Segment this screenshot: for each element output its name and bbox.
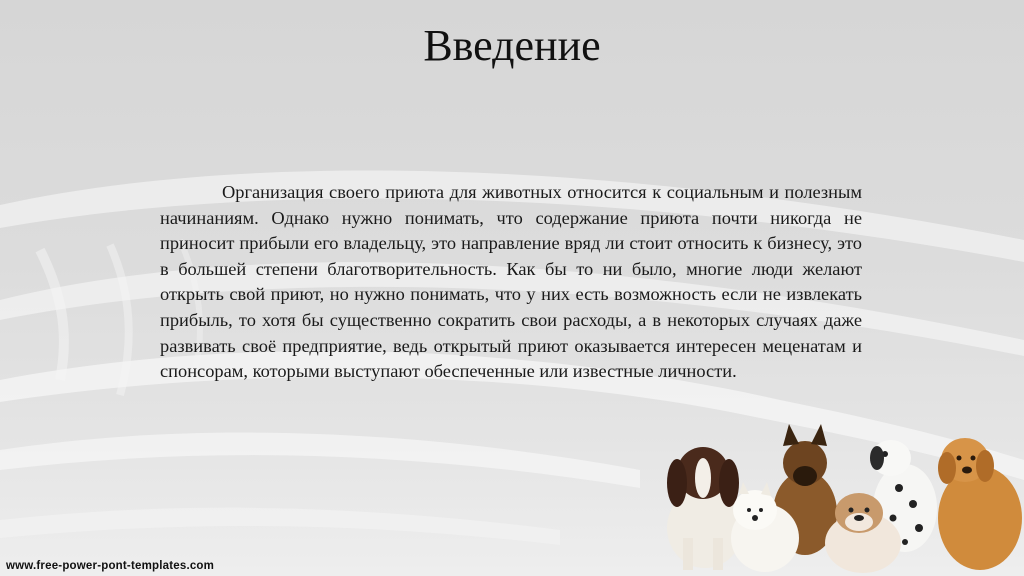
dogs-group-image bbox=[655, 418, 1024, 576]
slide-title: Введение bbox=[423, 21, 601, 70]
footer-url: www.free-power-pont-templates.com bbox=[6, 560, 215, 572]
spaniel-dog bbox=[667, 447, 743, 570]
retriever-dog bbox=[938, 438, 1022, 570]
intro-paragraph: Организация своего приюта для животных относится к социальным и полезным начинаниям. Однако нужно понимать, что содержание приюта почти никогда не приносит прибыли его владельцу, это направление вряд ли стоит относить к бизнесу, это в большей степени благотворительность. Как бы то ни было, многие люди желают открыть свой приют, но нужно понимать, что у них есть возможность если не извлекать прибыль, то хотя бы существенно сократить свои расходы, а в некоторых случаях даже развивать своё предприятие, ведь открытый приют оказывается интересен меценатам и спонсорам, которыми выступают обеспеченные или известные личности. bbox=[160, 182, 862, 382]
